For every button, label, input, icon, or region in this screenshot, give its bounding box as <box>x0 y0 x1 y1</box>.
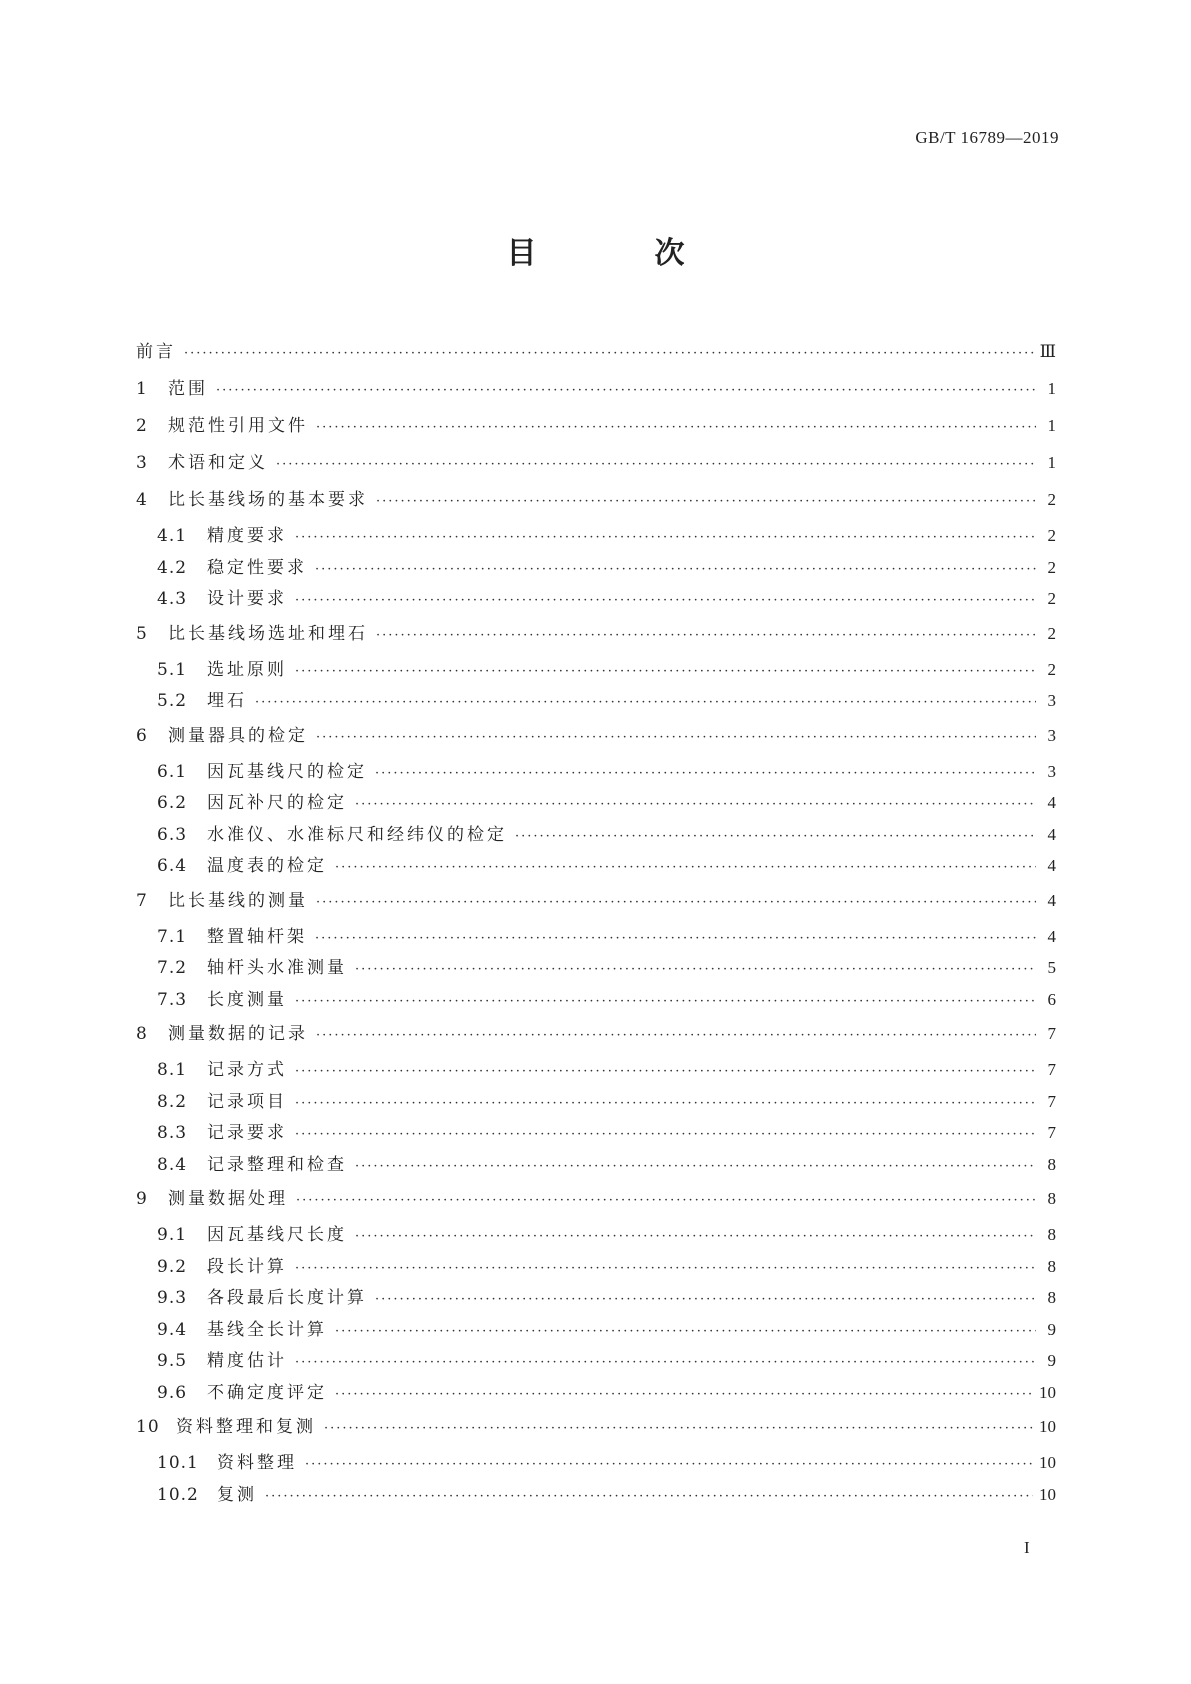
toc-entry-page: 7 <box>1047 1123 1056 1142</box>
toc-entry-page: 5 <box>1047 958 1056 977</box>
toc-entry-page: 2 <box>1047 557 1056 577</box>
page-title: 目 次 <box>506 236 729 271</box>
toc-entry-page: 2 <box>1047 589 1056 608</box>
toc-entry-page: 7 <box>1047 1060 1056 1079</box>
toc-entry-number: 7 <box>136 890 148 911</box>
toc-entry[interactable] <box>136 1117 1056 1149</box>
page-number: I <box>1024 1538 1030 1557</box>
toc-entry-label: 比长基线的测量 <box>168 890 308 911</box>
dot-leader <box>324 1410 1033 1447</box>
dot-leader <box>295 522 1036 554</box>
toc-entry-page: 10 <box>1039 1453 1056 1472</box>
toc-entry-label: 测量数据的记录 <box>168 1024 308 1044</box>
toc-entry-number: 8.1 <box>157 1060 188 1080</box>
toc-entry-number: 7.2 <box>157 958 188 978</box>
dot-leader <box>316 1017 1036 1054</box>
toc-entry[interactable] <box>136 583 1056 615</box>
toc-entry-number: 4.3 <box>157 589 188 609</box>
toc-entry[interactable] <box>136 520 1056 552</box>
dot-leader <box>255 687 1036 719</box>
toc-entry-number: 8.4 <box>157 1154 188 1175</box>
toc-entry-label: 比长基线场选址和埋石 <box>168 623 368 644</box>
toc-entry-page: 1 <box>1047 416 1056 435</box>
toc-entry-label: 选址原则 <box>207 659 287 680</box>
toc-entry[interactable] <box>136 921 1056 953</box>
toc-entry-page: 3 <box>1047 761 1056 781</box>
standard-code: GB/T 16789—2019 <box>915 128 1059 147</box>
toc-entry[interactable] <box>136 1282 1056 1314</box>
toc-entry-label: 规范性引用文件 <box>168 416 308 436</box>
toc-entry[interactable] <box>136 1314 1056 1346</box>
toc-entry-page: 8 <box>1047 1189 1056 1208</box>
dot-leader <box>276 446 1036 483</box>
toc-entry-number: 4.2 <box>157 557 188 578</box>
dot-leader <box>296 1182 1036 1219</box>
toc-entry-label: 资料整理 <box>217 1453 297 1473</box>
toc-entry[interactable] <box>136 1251 1056 1283</box>
toc-entry-page: 8 <box>1047 1225 1056 1244</box>
toc-entry-page: 4 <box>1047 926 1056 946</box>
toc-entry[interactable] <box>136 333 1056 370</box>
toc-entry-number: 6.4 <box>157 856 188 876</box>
toc-entry[interactable] <box>136 1086 1056 1118</box>
toc-entry[interactable] <box>136 1479 1056 1511</box>
toc-entry-label: 温度表的检定 <box>207 856 327 876</box>
toc-entry-page: 8 <box>1047 1256 1056 1276</box>
toc-entry-number: 10.2 <box>157 1484 199 1505</box>
toc-entry-page: 4 <box>1047 856 1056 875</box>
toc-entry-label: 资料整理和复测 <box>176 1417 316 1437</box>
toc-entry-label: 整置轴杆架 <box>207 926 307 947</box>
dot-leader <box>315 923 1036 955</box>
toc-entry[interactable] <box>136 481 1056 518</box>
toc-entry[interactable] <box>136 444 1056 481</box>
toc-entry-page: 6 <box>1047 989 1056 1009</box>
toc-entry-number: 7.3 <box>157 989 188 1010</box>
dot-leader <box>355 1151 1036 1183</box>
toc-entry-page: 1 <box>1047 379 1056 398</box>
dot-leader <box>355 789 1036 821</box>
toc-entry-page: 7 <box>1047 1091 1056 1111</box>
dot-leader <box>316 719 1036 756</box>
dot-leader <box>376 617 1036 654</box>
toc-entry[interactable] <box>136 1345 1056 1377</box>
toc-entry-label: 前言 <box>136 342 176 362</box>
toc-entry-number: 9.2 <box>157 1256 188 1277</box>
toc-entry-page: 3 <box>1047 691 1056 710</box>
toc-entry-label: 轴杆头水准测量 <box>207 958 347 978</box>
toc-entry-page: 4 <box>1047 793 1056 812</box>
toc-entry-page: 2 <box>1047 526 1056 545</box>
dot-leader <box>295 1347 1036 1379</box>
toc-entry[interactable] <box>136 552 1056 584</box>
toc-entry-label: 测量数据处理 <box>168 1189 288 1209</box>
dot-leader <box>335 852 1036 884</box>
dot-leader <box>335 1379 1033 1411</box>
toc-entry-label: 基线全长计算 <box>207 1319 327 1340</box>
toc-entry-label: 复测 <box>217 1484 257 1505</box>
toc-entry-label: 段长计算 <box>207 1256 287 1277</box>
toc-entry-page: 4 <box>1047 824 1056 844</box>
toc-entry-page: 4 <box>1047 890 1056 910</box>
dot-leader <box>305 1449 1033 1481</box>
toc-entry-page: 2 <box>1047 659 1056 679</box>
toc-entry-label: 比长基线场的基本要求 <box>168 490 368 510</box>
toc-entry[interactable] <box>136 882 1056 919</box>
toc-entry-number: 9.6 <box>157 1382 188 1403</box>
toc-entry-number: 8.2 <box>157 1091 188 1112</box>
toc-entry-label: 设计要求 <box>207 589 287 609</box>
toc-entry-number: 2 <box>136 416 148 436</box>
toc-entry[interactable] <box>136 1219 1056 1251</box>
toc-entry-page: 3 <box>1047 725 1056 745</box>
toc-entry[interactable] <box>136 952 1056 984</box>
toc-entry[interactable] <box>136 1054 1056 1086</box>
table-of-contents <box>136 333 1056 1510</box>
toc-entry-number: 4 <box>136 490 148 510</box>
toc-entry-label: 精度要求 <box>207 526 287 546</box>
dot-leader <box>375 1284 1036 1316</box>
toc-entry-label: 测量器具的检定 <box>168 725 308 746</box>
toc-entry-label: 水准仪、水准标尺和经纬仪的检定 <box>207 824 507 845</box>
toc-entry[interactable] <box>136 370 1056 407</box>
toc-entry-page: 8 <box>1047 1154 1056 1174</box>
toc-entry-page: 9 <box>1047 1351 1056 1370</box>
toc-entry[interactable] <box>136 1149 1056 1181</box>
toc-entry[interactable] <box>136 1377 1056 1409</box>
toc-entry[interactable] <box>136 1015 1056 1052</box>
toc-entry-number: 9.5 <box>157 1351 188 1371</box>
toc-entry-number: 10.1 <box>157 1453 199 1473</box>
toc-entry[interactable] <box>136 654 1056 686</box>
toc-entry-page: 7 <box>1047 1024 1056 1043</box>
toc-entry-page: 10 <box>1039 1417 1056 1436</box>
toc-entry[interactable] <box>136 685 1056 717</box>
toc-entry-page: 10 <box>1039 1484 1056 1504</box>
dot-leader <box>295 986 1036 1018</box>
toc-entry-number: 6.2 <box>157 793 188 813</box>
dot-leader <box>295 656 1036 688</box>
toc-entry-page: Ⅲ <box>1039 342 1056 361</box>
toc-entry-page: 8 <box>1047 1288 1056 1307</box>
toc-entry-page: 2 <box>1047 623 1056 643</box>
dot-leader <box>316 884 1036 921</box>
toc-entry[interactable] <box>136 1408 1056 1445</box>
toc-entry-label: 各段最后长度计算 <box>207 1288 367 1308</box>
dot-leader <box>355 1221 1036 1253</box>
toc-entry-number: 1 <box>136 379 148 399</box>
toc-entry-label: 记录整理和检查 <box>207 1154 347 1175</box>
toc-entry[interactable] <box>136 615 1056 652</box>
toc-entry-label: 因瓦补尺的检定 <box>207 793 347 813</box>
dot-leader <box>295 1056 1036 1088</box>
toc-entry[interactable] <box>136 819 1056 851</box>
dot-leader <box>265 1481 1033 1513</box>
dot-leader <box>335 1316 1036 1348</box>
dot-leader <box>295 585 1036 617</box>
dot-leader <box>515 821 1036 853</box>
toc-entry-number: 9.3 <box>157 1288 188 1308</box>
toc-entry-label: 记录项目 <box>207 1091 287 1112</box>
toc-entry-page: 2 <box>1047 490 1056 509</box>
toc-entry-number: 8 <box>136 1024 148 1044</box>
toc-entry-page: 10 <box>1039 1382 1056 1402</box>
toc-entry[interactable] <box>136 850 1056 882</box>
dot-leader <box>295 1119 1036 1151</box>
toc-entry-label: 术语和定义 <box>168 453 268 473</box>
toc-entry-label: 因瓦基线尺的检定 <box>207 761 367 782</box>
dot-leader <box>295 1253 1036 1285</box>
toc-entry[interactable] <box>136 756 1056 788</box>
toc-entry-number: 5.1 <box>157 659 188 680</box>
toc-entry-label: 长度测量 <box>207 989 287 1010</box>
toc-entry-number: 9.1 <box>157 1225 188 1245</box>
toc-entry-number: 8.3 <box>157 1123 188 1143</box>
toc-entry-label: 埋石 <box>207 691 247 711</box>
toc-entry-number: 5 <box>136 623 148 644</box>
toc-entry-page: 1 <box>1047 453 1056 472</box>
toc-entry[interactable] <box>136 407 1056 444</box>
toc-entry-number: 3 <box>136 453 148 473</box>
dot-leader <box>376 483 1036 520</box>
toc-entry[interactable] <box>136 1180 1056 1217</box>
toc-entry-number: 9.4 <box>157 1319 188 1340</box>
toc-entry-page: 9 <box>1047 1319 1056 1339</box>
dot-leader <box>295 1088 1036 1120</box>
toc-entry[interactable] <box>136 984 1056 1016</box>
toc-entry-number: 5.2 <box>157 691 188 711</box>
toc-entry-label: 精度估计 <box>207 1351 287 1371</box>
toc-entry-label: 因瓦基线尺长度 <box>207 1225 347 1245</box>
toc-entry-number: 4.1 <box>157 526 188 546</box>
toc-entry-label: 稳定性要求 <box>207 557 307 578</box>
toc-entry-label: 记录方式 <box>207 1060 287 1080</box>
toc-entry[interactable] <box>136 717 1056 754</box>
toc-entry-number: 6.1 <box>157 761 188 782</box>
toc-entry-number: 6.3 <box>157 824 188 845</box>
toc-entry-number: 7.1 <box>157 926 188 947</box>
toc-entry-number: 6 <box>136 725 148 746</box>
toc-entry-number: 9 <box>136 1189 148 1209</box>
dot-leader <box>315 554 1036 586</box>
toc-entry-label: 范围 <box>168 379 208 399</box>
toc-entry-number: 10 <box>136 1417 160 1437</box>
toc-entry-label: 记录要求 <box>207 1123 287 1143</box>
toc-entry-label: 不确定度评定 <box>207 1382 327 1403</box>
toc-entry[interactable] <box>136 1447 1056 1479</box>
dot-leader <box>355 954 1036 986</box>
dot-leader <box>184 335 1034 372</box>
dot-leader <box>216 372 1036 409</box>
toc-entry[interactable] <box>136 787 1056 819</box>
dot-leader <box>316 409 1036 446</box>
dot-leader <box>375 758 1036 790</box>
